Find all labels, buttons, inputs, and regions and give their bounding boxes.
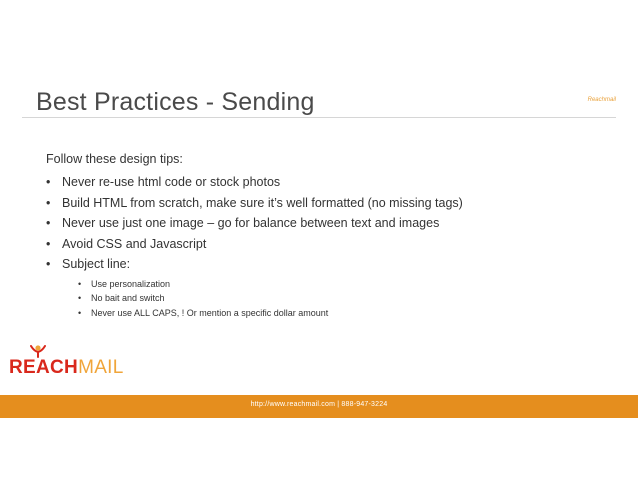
- reachmail-logo: [9, 344, 139, 378]
- bullet-item: • Never use just one image – go for balance between text and images: [46, 213, 463, 234]
- sub-bullet-item: • Use personalization: [78, 277, 463, 292]
- person-cheering-icon: [30, 344, 46, 358]
- intro-text: Follow these design tips:: [46, 152, 183, 166]
- logo-text-part: RE: [9, 357, 36, 378]
- bullet-list: [46, 172, 463, 320]
- bullet-item: • Build HTML from scratch, make sure it’s well formatted (no missing tags): [46, 193, 463, 214]
- bullet-item: • Never re-use html code or stock photos: [46, 172, 463, 193]
- logo-text-part: CH: [50, 357, 79, 378]
- sub-bullet-list: [78, 277, 463, 321]
- footer-contact-text: http://www.reachmail.com | 888-947-3224: [250, 401, 388, 408]
- slide-title: Best Practices - Sending: [36, 88, 315, 116]
- sub-bullet-item: • Never use ALL CAPS, ! Or mention a specific dollar amount: [78, 306, 463, 321]
- footer-bar: [0, 395, 638, 418]
- bullet-item: • Avoid CSS and Javascript: [46, 234, 463, 255]
- logo-text-part: MAIL: [78, 357, 124, 378]
- logo-wordmark: [9, 357, 124, 379]
- bullet-item-label: Subject line:: [62, 257, 131, 271]
- title-divider: [22, 117, 616, 118]
- logo-text-part: A: [36, 357, 51, 378]
- brand-tag: Reachmail: [587, 97, 616, 103]
- sub-bullet-item: • No bait and switch: [78, 291, 463, 306]
- bullet-item-subject-line: [46, 254, 463, 320]
- content-body: [46, 152, 463, 320]
